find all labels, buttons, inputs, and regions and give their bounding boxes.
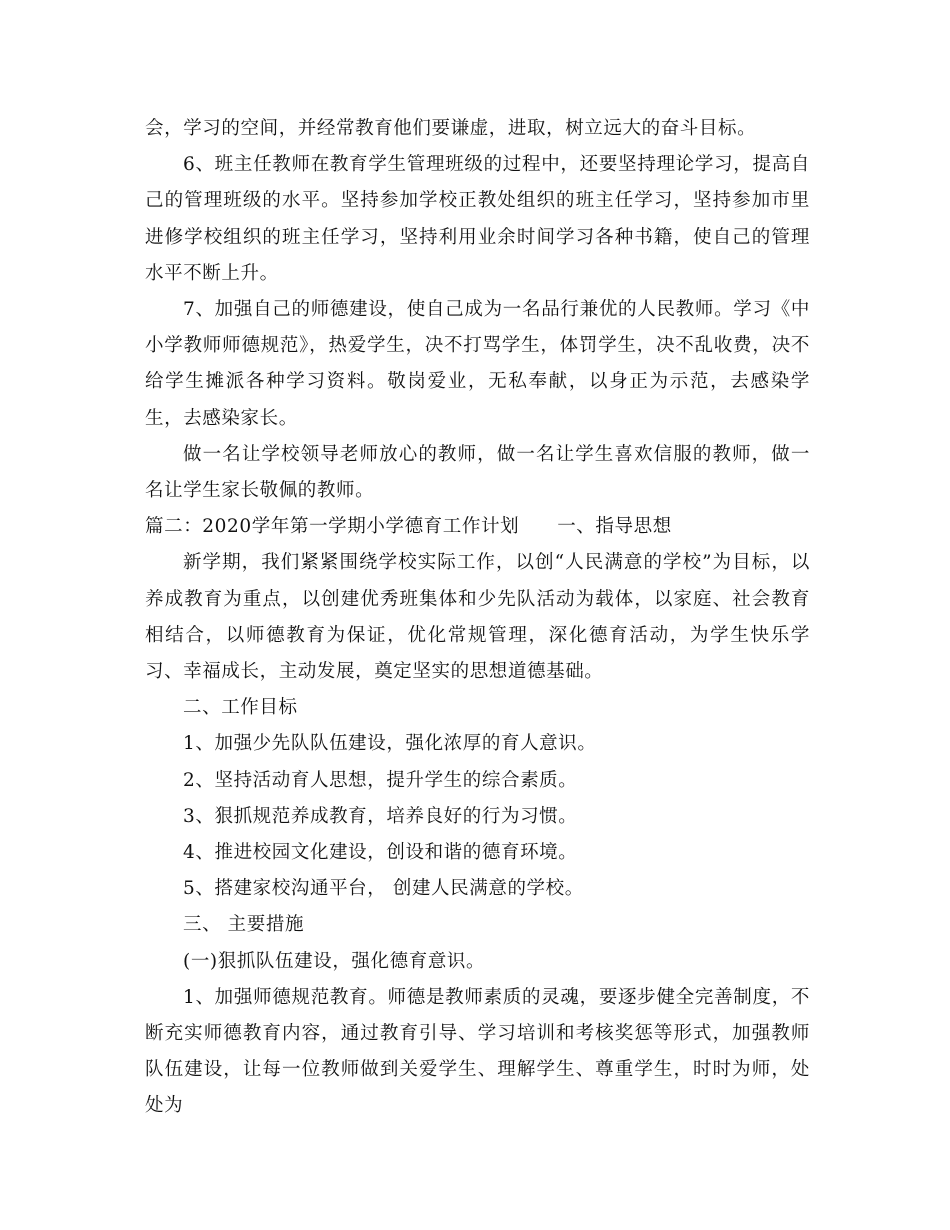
goal-item-2: 2、坚持活动育人思想，提升学生的综合素质。: [183, 769, 578, 791]
section-heading: [145, 509, 810, 545]
document-body: [145, 111, 810, 1125]
subheading-team-building: (一)狠抓队伍建设，强化德育意识。: [183, 950, 486, 972]
goal-item-4: 4、推进校园文化建设，创设和谐的德育环境。: [183, 842, 578, 864]
goal-item-3: 3、狠抓规范养成教育，培养良好的行为习惯。: [183, 805, 578, 827]
goal-item-5: 5、搭建家校沟通平台， 创建人民满意的学校。: [183, 878, 584, 900]
paragraph-item-6: 6、班主任教师在教育学生管理班级的过程中，还要坚持理论学习，提高自己的管理班级的水平。坚持参加学校正教处组织的班主任学习，坚持参加市里进修学校组织的班主任学习，坚持利用业余时间学习各种书籍，使自己的管理水平不断上升。: [145, 154, 810, 284]
paragraph-continuation: 会，学习的空间，并经常教育他们要谦虚，进取，树立远大的奋斗目标。: [145, 118, 757, 139]
heading-main-measures: 三、 主要措施: [183, 914, 305, 936]
heading-work-goals: 二、工作目标: [183, 697, 298, 719]
paragraph-guiding-ideas: 新学期，我们紧紧围绕学校实际工作，以创“人民满意的学校”为目标，以养成教育为重点，以创建优秀班集体和少先队活动为载体，以家庭、社会教育相结合，以师德教育为保证，优化常规管理，深化德育活动，为学生快乐学习、幸福成长，主动发展，奠定坚实的思想道德基础。: [145, 552, 810, 683]
section-subtitle: 一、指导思想: [557, 516, 672, 538]
goal-item-1: 1、加强少先队队伍建设，强化浓厚的育人意识。: [183, 733, 597, 755]
section-title: 篇二：2020学年第一学期小学德育工作计划: [145, 516, 520, 538]
paragraph-item-7: 7、加强自己的师德建设，使自己成为一名品行兼优的人民教师。学习《中小学教师师德规范》，热爱学生，决不打骂学生，体罚学生，决不乱收费，决不给学生摊派各种学习资料。敬岗爱业，无私奉献，以身正为示范，去感染学生，去感染家长。: [145, 299, 810, 429]
paragraph-closing: 做一名让学校领导老师放心的教师，做一名让学生喜欢信服的教师，做一名让学生家长敬佩的教师。: [145, 443, 810, 502]
measure-item-1: 1、加强师德规范教育。师德是教师素质的灵魂，要逐步健全完善制度，不断充实师德教育内容，通过教育引导、学习培训和考核奖惩等形式，加强教师队伍建设，让每一位教师做到关爱学生、理解学生、尊重学生，时时为师，处处为: [145, 986, 810, 1117]
